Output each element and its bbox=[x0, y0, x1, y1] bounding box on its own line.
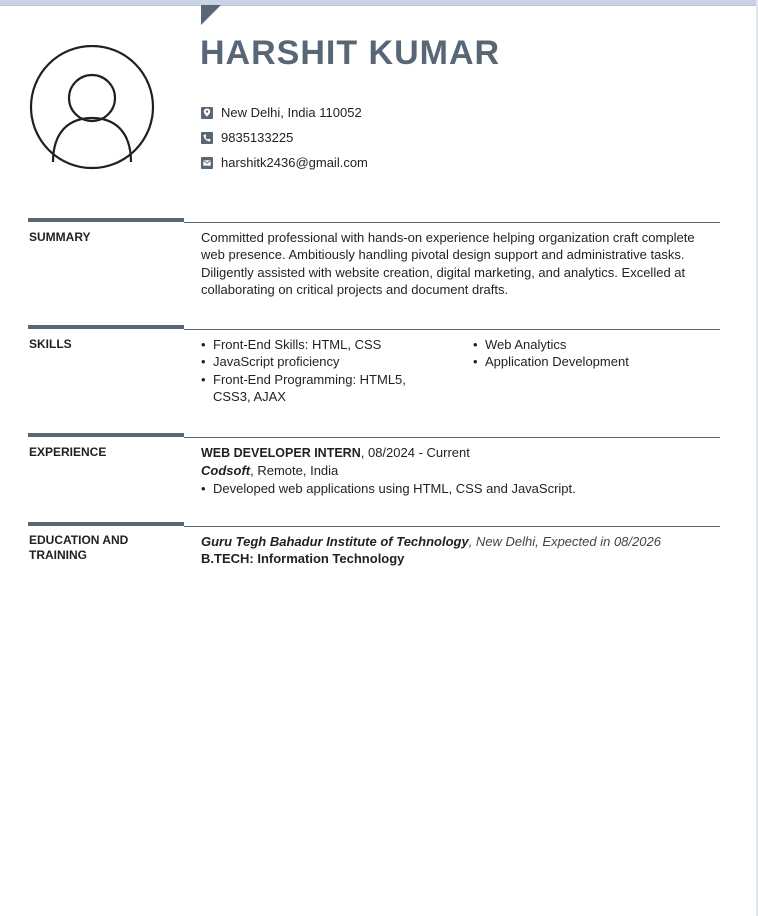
skills-column-left bbox=[201, 336, 456, 405]
experience-entry bbox=[201, 444, 720, 497]
job-title-line bbox=[201, 444, 720, 462]
skill-item: • Front-End Skills: HTML, CSS bbox=[201, 336, 456, 353]
location-text: New Delhi, India 110052 bbox=[221, 105, 362, 120]
skill-item: • JavaScript proficiency bbox=[201, 353, 456, 370]
section-divider bbox=[184, 329, 720, 330]
window-top-strip bbox=[0, 0, 758, 6]
contact-block bbox=[201, 100, 368, 175]
corner-decoration bbox=[201, 5, 221, 25]
education-entry bbox=[201, 533, 720, 568]
skills-column-right bbox=[473, 336, 720, 371]
email-icon bbox=[201, 157, 213, 169]
experience-section bbox=[28, 433, 720, 503]
skills-section bbox=[28, 325, 720, 415]
candidate-name: HARSHIT KUMAR bbox=[200, 34, 501, 72]
location-pin-icon bbox=[201, 107, 213, 119]
skill-item: • Web Analytics bbox=[473, 336, 720, 353]
job-dates: , 08/2024 - Current bbox=[360, 445, 470, 460]
school-line bbox=[201, 533, 720, 550]
summary-heading: SUMMARY bbox=[29, 230, 91, 244]
section-accent-bar bbox=[28, 325, 184, 329]
phone-icon bbox=[201, 132, 213, 144]
contact-phone bbox=[201, 125, 368, 150]
education-section bbox=[28, 522, 720, 582]
section-accent-bar bbox=[28, 218, 184, 222]
skills-heading: SKILLS bbox=[29, 337, 72, 351]
email-text[interactable]: harshitk2436@gmail.com bbox=[221, 155, 368, 170]
skill-item: • Application Development bbox=[473, 353, 720, 370]
job-title: WEB DEVELOPER INTERN bbox=[201, 446, 361, 460]
section-divider bbox=[184, 222, 720, 223]
section-divider bbox=[184, 526, 720, 527]
contact-location bbox=[201, 100, 368, 125]
skills-list bbox=[201, 336, 720, 406]
skill-item: • Front-End Programming: HTML5, CSS3, AJAX bbox=[201, 371, 445, 406]
education-heading: EDUCATION AND TRAINING bbox=[29, 533, 129, 562]
school-details: , New Delhi, Expected in 08/2026 bbox=[468, 534, 661, 549]
section-accent-bar bbox=[28, 522, 184, 526]
company-name: Codsoft bbox=[201, 463, 251, 479]
summary-section bbox=[28, 218, 720, 308]
experience-heading: EXPERIENCE bbox=[29, 445, 107, 459]
phone-text: 9835133225 bbox=[221, 130, 294, 145]
contact-email bbox=[201, 150, 368, 175]
section-accent-bar bbox=[28, 433, 184, 437]
school-name: Guru Tegh Bahadur Institute of Technology bbox=[201, 534, 469, 549]
summary-text: Committed professional with hands-on experience helping organization craft complete web presence. Ambitiously handling pivotal design support and administrative tasks. Diligently assisted with website creation, digital marketing, and analytics. Excelled at collaborating on critical projects and document drafts. bbox=[201, 230, 695, 297]
company-line bbox=[201, 462, 720, 479]
company-location: , Remote, India bbox=[250, 463, 339, 479]
section-divider bbox=[184, 437, 720, 438]
avatar-icon bbox=[28, 45, 156, 173]
experience-bullet: • Developed web applications using HTML, CSS and JavaScript. bbox=[201, 480, 720, 497]
degree: B.TECH: Information Technology bbox=[201, 551, 405, 567]
